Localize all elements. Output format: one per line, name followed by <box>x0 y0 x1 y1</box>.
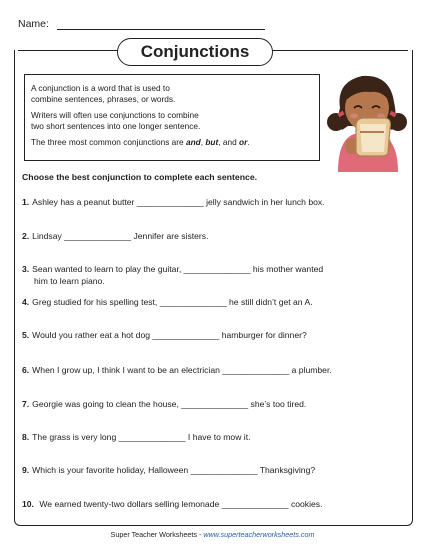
directions: Choose the best conjunction to complete each sentence. <box>22 172 258 182</box>
question-7 <box>22 399 392 411</box>
question-text: We earned twenty-two dollars selling lemonade ______________ cookies. <box>36 499 323 509</box>
footer-link[interactable]: www.superteacherworksheets.com <box>203 530 315 539</box>
word-but: but <box>205 137 219 147</box>
question-10 <box>22 499 392 511</box>
footer <box>0 530 425 539</box>
question-number: 8. <box>22 432 30 442</box>
question-number: 4. <box>22 297 30 307</box>
question-number: 7. <box>22 399 30 409</box>
question-6 <box>22 365 392 377</box>
question-number: 9. <box>22 465 30 475</box>
page-title: Conjunctions <box>117 38 273 66</box>
question-text: Greg studied for his spelling test, ______________ he still didn’t get an A. <box>32 297 313 307</box>
question-number: 6. <box>22 365 30 375</box>
question-text: When I grow up, I think I want to be an electrician ______________ a plumber. <box>32 365 332 375</box>
name-line[interactable] <box>57 19 265 30</box>
word-and: and <box>185 137 201 147</box>
question-text: The grass is very long ______________ I have to mow it. <box>32 432 251 442</box>
name-label: Name: <box>18 18 49 30</box>
question-text: Sean wanted to learn to play the guitar, ______________ his mother wanted <box>32 264 324 274</box>
question-4 <box>22 297 392 309</box>
word-or: or <box>239 137 248 147</box>
question-9 <box>22 465 392 477</box>
girl-eating-sandwich-icon <box>326 68 408 172</box>
question-5 <box>22 330 392 342</box>
question-text: Georgie was going to clean the house, ______________ she’s too tired. <box>32 399 307 409</box>
question-text: Lindsay ______________ Jennifer are sisters. <box>32 231 209 241</box>
question-number: 5. <box>22 330 30 340</box>
question-8 <box>22 432 392 444</box>
info-box <box>24 74 320 161</box>
question-text: Would you rather eat a hot dog ______________ hamburger for dinner? <box>32 330 307 340</box>
info-paragraph-1: A conjunction is a word that is used to combine sentences, phrases, or words. <box>31 83 176 104</box>
info-paragraph-3: The three most common conjunctions are and, but, and or. <box>31 137 250 147</box>
footer-text: Super Teacher Worksheets - <box>110 530 204 539</box>
question-text: Ashley has a peanut butter ______________ jelly sandwich in her lunch box. <box>32 197 325 207</box>
question-number: 2. <box>22 231 30 241</box>
question-number: 1. <box>22 197 30 207</box>
name-row <box>18 18 265 30</box>
question-number: 3. <box>22 264 30 274</box>
question-text-line-2: him to learn piano. <box>34 275 105 286</box>
question-text: Which is your favorite holiday, Halloween ______________ Thanksgiving? <box>32 465 316 475</box>
question-1 <box>22 197 392 209</box>
info-paragraph-2: Writers will often use conjunctions to combine two short sentences into one longer sentence. <box>31 110 201 131</box>
question-2 <box>22 231 392 243</box>
question-number: 10. <box>22 499 34 509</box>
question-3 <box>22 264 392 287</box>
